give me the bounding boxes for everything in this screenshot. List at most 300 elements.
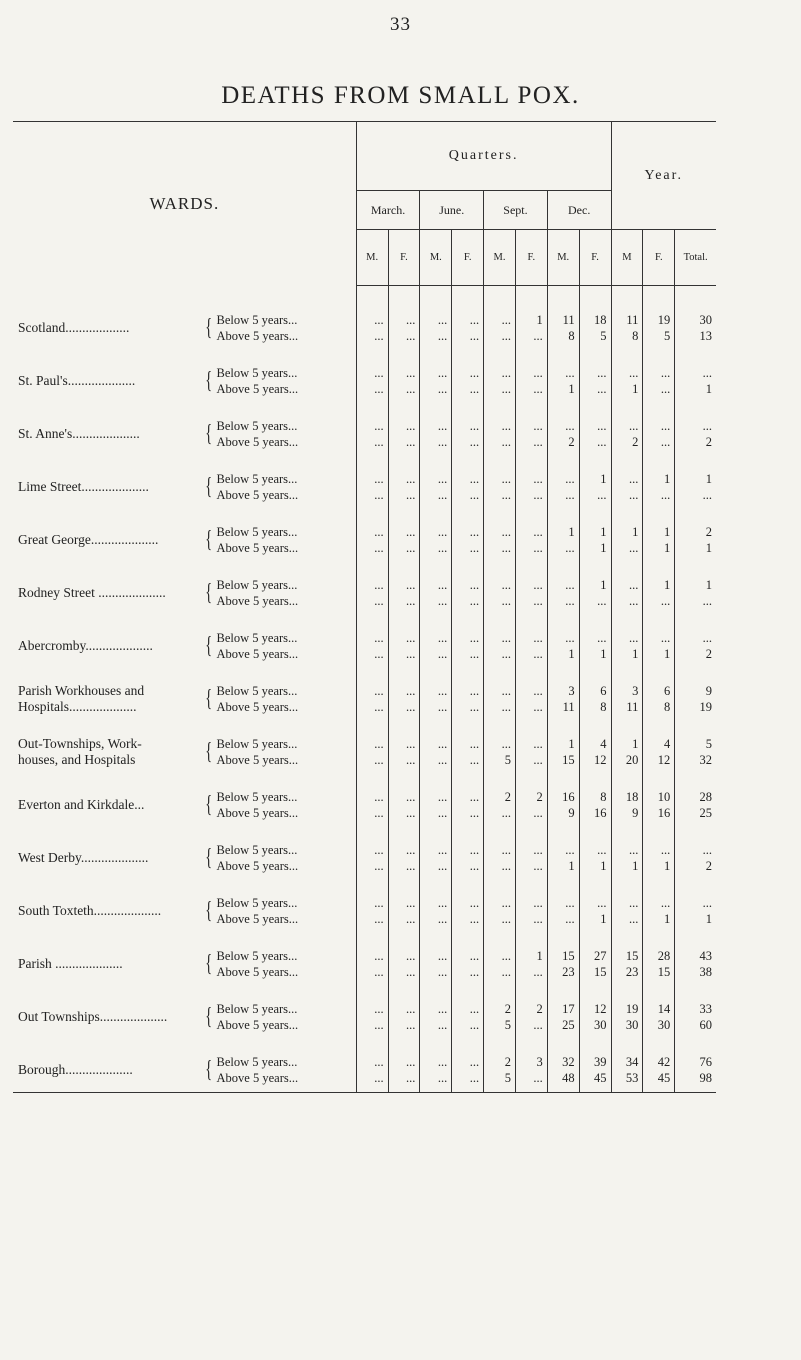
value-cell: 1 [643,471,675,487]
value-cell: ... [356,540,388,556]
value-cell: ... [515,630,547,646]
sex-header-f: F. [388,230,420,286]
value-cell: ... [356,736,388,752]
ward-name: Out-Townships, Work- houses, and Hospitals [18,735,142,767]
value-cell: ... [611,593,643,609]
value-cell: ... [420,911,452,927]
table-row [13,365,716,381]
value-cell: ... [484,948,516,964]
value-cell: ... [611,471,643,487]
age-labels: Below 5 years... Above 5 years... [216,418,299,449]
value-cell: ... [547,842,579,858]
value-cell: 15 [579,964,611,980]
year-header: Year. [611,122,716,230]
value-cell: ... [452,471,484,487]
value-cell: ... [452,895,484,911]
value-cell: ... [579,434,611,450]
value-cell: ... [452,752,484,768]
value-cell: ... [356,328,388,344]
value-cell: ... [388,365,420,381]
value-cell: 2 [515,1001,547,1017]
value-cell: ... [388,895,420,911]
value-cell: ... [420,1017,452,1033]
brace-icon: { [205,632,213,659]
value-cell: 1 [705,540,712,555]
value-cell: 20 [611,752,643,768]
ward-name: St. Anne's.................... [18,425,140,441]
value-cell: ... [702,895,712,910]
value-cell: ... [356,630,388,646]
value-cell: ... [356,524,388,540]
value-cell: ... [356,434,388,450]
value-cell: ... [420,328,452,344]
value-cell: 30 [611,1017,643,1033]
value-cell: 45 [579,1070,611,1086]
value-cell: ... [388,842,420,858]
value-cell: ... [420,365,452,381]
value-cell: 1 [579,646,611,662]
value-cell: ... [388,630,420,646]
value-cell: ... [515,418,547,434]
value-cell: 18 [579,312,611,328]
ward-cell [13,842,356,874]
value-cell: ... [484,524,516,540]
value-cell: ... [388,948,420,964]
value-cell: 1 [515,948,547,964]
value-cell: ... [452,858,484,874]
ward-name: West Derby.................... [18,849,149,865]
value-cell: ... [356,789,388,805]
value-cell: 33 [699,1001,712,1016]
value-cell: ... [579,487,611,503]
value-cell: ... [515,858,547,874]
brace-icon: { [205,367,213,394]
value-cell: ... [356,1054,388,1070]
value-cell: ... [484,858,516,874]
value-cell: 43 [699,948,712,963]
value-cell: ... [515,895,547,911]
ward-cell [13,948,356,980]
value-cell: ... [356,471,388,487]
ward-name: Parish .................... [18,955,123,971]
value-cell: 45 [643,1070,675,1086]
brace-icon: { [205,844,213,871]
value-cell: 1 [705,381,712,396]
value-cell: 16 [579,805,611,821]
month-header: March. [356,191,420,230]
sex-header-m: M. [420,230,452,286]
value-cell: ... [420,593,452,609]
value-cell: 2 [611,434,643,450]
ward-cell [13,471,356,503]
value-cell: ... [420,646,452,662]
value-cell: ... [420,895,452,911]
value-cell: ... [643,630,675,646]
value-cell: ... [356,683,388,699]
value-cell: ... [452,540,484,556]
age-labels: Below 5 years... Above 5 years... [216,524,299,555]
value-cell: ... [452,577,484,593]
value-cell: ... [356,487,388,503]
ward-name: Lime Street.................... [18,478,149,494]
value-cell: ... [579,381,611,397]
value-cell: ... [579,630,611,646]
ward-cell [13,1001,356,1033]
age-labels: Below 5 years... Above 5 years... [216,1001,299,1032]
value-cell: ... [643,487,675,503]
value-cell: ... [420,842,452,858]
value-cell: 13 [699,328,712,343]
value-cell: ... [702,418,712,433]
value-cell: ... [515,736,547,752]
value-cell: 1 [705,471,712,486]
value-cell: ... [420,858,452,874]
value-cell: ... [356,1001,388,1017]
ward-cell [13,418,356,450]
value-cell: 9 [611,805,643,821]
value-cell: ... [356,577,388,593]
value-cell: ... [484,487,516,503]
value-cell: ... [420,1070,452,1086]
value-cell: 1 [643,858,675,874]
value-cell: ... [356,312,388,328]
value-cell: ... [547,365,579,381]
value-cell: ... [643,434,675,450]
value-cell: ... [356,1070,388,1086]
value-cell: ... [420,471,452,487]
value-cell: 32 [547,1054,579,1070]
value-cell: 10 [643,789,675,805]
value-cell: ... [611,487,643,503]
value-cell: 5 [484,1017,516,1033]
table-row [13,577,716,593]
value-cell: ... [356,418,388,434]
value-cell: 60 [699,1017,712,1032]
value-cell: ... [515,964,547,980]
value-cell: 1 [579,911,611,927]
ward-cell [13,312,356,344]
value-cell: 11 [547,699,579,715]
value-cell: ... [452,381,484,397]
value-cell: ... [356,948,388,964]
value-cell: ... [452,630,484,646]
value-cell: ... [452,1001,484,1017]
ward-cell [13,895,356,927]
value-cell: ... [356,1017,388,1033]
table-row [13,895,716,911]
value-cell: 1 [579,471,611,487]
ward-name: Everton and Kirkdale... [18,796,145,812]
value-cell: ... [388,593,420,609]
value-cell: ... [515,593,547,609]
value-cell: ... [515,683,547,699]
value-cell: 8 [579,789,611,805]
sex-header-f: F. [515,230,547,286]
value-cell: 2 [705,858,712,873]
value-cell: 28 [643,948,675,964]
brace-icon: { [205,791,213,818]
value-cell: 15 [643,964,675,980]
value-cell: ... [388,1001,420,1017]
value-cell: ... [452,805,484,821]
value-cell: ... [356,964,388,980]
value-cell: ... [484,577,516,593]
value-cell: ... [611,577,643,593]
value-cell: 1 [643,540,675,556]
value-cell: 39 [579,1054,611,1070]
value-cell: ... [452,434,484,450]
ward-cell [13,736,356,768]
ward-name: Rodney Street .................... [18,584,166,600]
value-cell: 12 [579,752,611,768]
value-cell: 12 [579,1001,611,1017]
value-cell: 6 [643,683,675,699]
brace-icon: { [205,579,213,606]
value-cell: ... [420,964,452,980]
value-cell: 17 [547,1001,579,1017]
value-cell: 19 [643,312,675,328]
value-cell: ... [420,540,452,556]
value-cell: ... [547,577,579,593]
value-cell: 1 [579,577,611,593]
value-cell: 76 [699,1054,712,1069]
month-header: Dec. [547,191,611,230]
value-cell: 1 [515,312,547,328]
value-cell: ... [452,418,484,434]
table-row [13,418,716,434]
ward-name: Parish Workhouses and Hospitals.................... [18,682,145,714]
value-cell: 30 [579,1017,611,1033]
brace-icon: { [205,897,213,924]
value-cell: ... [420,418,452,434]
value-cell: ... [702,365,712,380]
value-cell: ... [611,418,643,434]
value-cell: ... [388,1054,420,1070]
value-cell: 5 [579,328,611,344]
value-cell: 5 [705,736,712,751]
value-cell: ... [420,752,452,768]
value-cell: 53 [611,1070,643,1086]
value-cell: ... [356,805,388,821]
value-cell: ... [420,577,452,593]
value-cell: ... [515,842,547,858]
value-cell: ... [579,365,611,381]
ward-cell [13,1054,356,1086]
year-sex-header-f: F. [643,230,675,286]
table-row [13,1001,716,1017]
month-header: Sept. [484,191,548,230]
value-cell: 6 [579,683,611,699]
value-cell: 8 [547,328,579,344]
value-cell: ... [452,524,484,540]
value-cell: ... [388,805,420,821]
value-cell: ... [515,434,547,450]
value-cell: ... [579,593,611,609]
value-cell: ... [452,1054,484,1070]
value-cell: ... [484,895,516,911]
value-cell: 30 [699,312,712,327]
age-labels: Below 5 years... Above 5 years... [216,577,299,608]
value-cell: 1 [611,524,643,540]
value-cell: 38 [699,964,712,979]
ward-cell [13,630,356,662]
value-cell: 11 [611,699,643,715]
age-labels: Below 5 years... Above 5 years... [216,312,299,343]
value-cell: 8 [611,328,643,344]
value-cell: ... [547,418,579,434]
value-cell: 1 [643,524,675,540]
ward-name: South Toxteth.................... [18,902,162,918]
value-cell: ... [515,540,547,556]
value-cell: 8 [579,699,611,715]
value-cell: 3 [547,683,579,699]
value-cell: ... [484,842,516,858]
age-labels: Below 5 years... Above 5 years... [216,895,299,926]
value-cell: 1 [579,858,611,874]
value-cell: ... [515,646,547,662]
value-cell: 14 [643,1001,675,1017]
value-cell: ... [388,699,420,715]
value-cell: 23 [611,964,643,980]
brace-icon: { [205,420,213,447]
table-row [13,312,716,328]
value-cell: ... [452,736,484,752]
value-cell: ... [388,434,420,450]
quarters-header: Quarters. [356,122,611,191]
value-cell: 98 [699,1070,712,1085]
value-cell: ... [547,911,579,927]
value-cell: ... [515,381,547,397]
value-cell: ... [547,630,579,646]
value-cell: ... [356,365,388,381]
ward-name: Borough.................... [18,1061,133,1077]
value-cell: ... [420,1001,452,1017]
value-cell: ... [643,842,675,858]
age-labels: Below 5 years... Above 5 years... [216,1054,299,1085]
page-number: 33 [390,14,411,35]
value-cell: ... [452,948,484,964]
value-cell: 1 [611,858,643,874]
value-cell: 1 [547,736,579,752]
value-cell: ... [515,524,547,540]
month-header: June. [420,191,484,230]
value-cell: ... [388,312,420,328]
value-cell: 1 [547,524,579,540]
value-cell: 15 [547,752,579,768]
value-cell: ... [643,895,675,911]
value-cell: 2 [705,646,712,661]
value-cell: 2 [705,434,712,449]
value-cell: 9 [705,683,712,698]
value-cell: 25 [699,805,712,820]
value-cell: 3 [611,683,643,699]
value-cell: ... [452,365,484,381]
ward-name: Abercromby.................... [18,637,153,653]
value-cell: ... [420,381,452,397]
value-cell: 1 [643,911,675,927]
sex-header-m: M. [484,230,516,286]
value-cell: ... [515,577,547,593]
value-cell: ... [356,699,388,715]
value-cell: ... [611,630,643,646]
brace-icon: { [205,1056,213,1083]
value-cell: ... [452,487,484,503]
table-row [13,736,716,752]
value-cell: 4 [579,736,611,752]
value-cell: 1 [643,577,675,593]
value-cell: ... [420,487,452,503]
value-cell: ... [388,752,420,768]
value-cell: 5 [484,752,516,768]
value-cell: ... [452,646,484,662]
value-cell: ... [388,381,420,397]
value-cell: ... [547,471,579,487]
value-cell: ... [356,911,388,927]
value-cell: 5 [643,328,675,344]
wards-header: WARDS. [13,122,356,286]
value-cell: 27 [579,948,611,964]
value-cell: ... [420,789,452,805]
table-row [13,524,716,540]
value-cell: ... [420,805,452,821]
value-cell: 28 [699,789,712,804]
value-cell: ... [452,1070,484,1086]
value-cell: ... [388,683,420,699]
ward-cell [13,524,356,556]
value-cell: ... [452,842,484,858]
table-row [13,948,716,964]
value-cell: 30 [643,1017,675,1033]
age-labels: Below 5 years... Above 5 years... [216,683,299,714]
value-cell: 15 [547,948,579,964]
value-cell: 1 [611,736,643,752]
value-cell: ... [356,858,388,874]
ward-cell [13,365,356,397]
table-row [13,630,716,646]
age-labels: Below 5 years... Above 5 years... [216,842,299,873]
value-cell: ... [515,365,547,381]
value-cell: ... [356,895,388,911]
value-cell: ... [515,752,547,768]
age-labels: Below 5 years... Above 5 years... [216,948,299,979]
deaths-table [13,121,716,1093]
value-cell: ... [484,683,516,699]
value-cell: ... [388,789,420,805]
value-cell: 1 [643,646,675,662]
value-cell: 23 [547,964,579,980]
age-labels: Below 5 years... Above 5 years... [216,789,299,820]
year-sex-header-m: M [611,230,643,286]
brace-icon: { [205,738,213,765]
value-cell: ... [388,964,420,980]
value-cell: 1 [705,911,712,926]
value-cell: 1 [611,381,643,397]
brace-icon: { [205,526,213,553]
value-cell: ... [452,593,484,609]
value-cell: ... [547,593,579,609]
value-cell: ... [420,434,452,450]
value-cell: ... [484,365,516,381]
value-cell: ... [484,964,516,980]
value-cell: ... [388,911,420,927]
value-cell: 1 [547,646,579,662]
value-cell: ... [515,1017,547,1033]
value-cell: ... [515,805,547,821]
value-cell: 2 [547,434,579,450]
value-cell: ... [484,312,516,328]
value-cell: ... [420,312,452,328]
value-cell: ... [484,736,516,752]
